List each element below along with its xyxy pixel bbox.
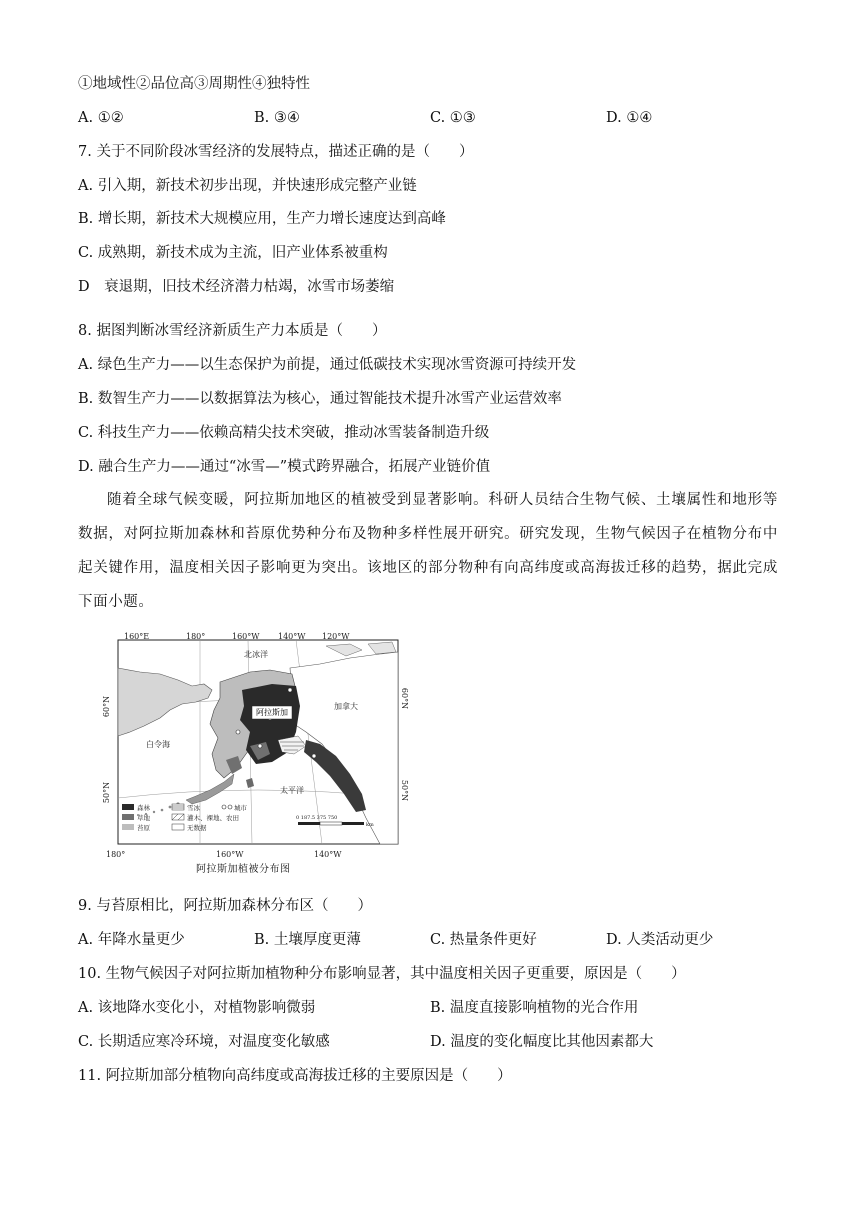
label-arctic-ocean: 北冰洋: [244, 650, 268, 659]
lon-bottom-140w: 140°W: [314, 850, 342, 859]
q9-option-b: B. 土壤厚度更薄: [254, 932, 361, 948]
q6-option-c: C. ①③: [430, 110, 476, 126]
scale-bar-labels: 0 187.5 375 750: [296, 815, 338, 821]
scale-bar-unit: km: [366, 822, 374, 828]
legend-forest: 森林: [137, 804, 150, 812]
lon-top-160e: 160°E: [124, 632, 150, 641]
q7-stem: 7. 关于不同阶段冰雪经济的发展特点，描述正确的是（ ）: [78, 144, 474, 160]
lat-right-60n: 60°N: [400, 687, 410, 710]
lon-bottom-160w: 160°W: [216, 850, 244, 859]
label-pacific-ocean: 太平洋: [280, 786, 304, 795]
q6-items: ①地域性②品位高③周期性④独特性: [78, 76, 310, 92]
q9-option-a: A. 年降水量更少: [78, 932, 185, 948]
q8-stem: 8. 据图判断冰雪经济新质生产力本质是（ ）: [78, 323, 387, 339]
q6-option-a: A. ①②: [78, 110, 124, 126]
q8-option-c: C. 科技生产力——依赖高精尖技术突破，推动冰雪装备制造升级: [78, 425, 490, 441]
lat-left-50n: 50°N: [102, 781, 112, 804]
lat-left-60n: 60°N: [102, 695, 112, 718]
legend-tundra: 苔原: [137, 824, 150, 832]
q10-option-c: C. 长期适应寒冷环境，对温度变化敏感: [78, 1034, 330, 1050]
q7-option-c: C. 成熟期，新技术成为主流，旧产业体系被重构: [78, 245, 388, 261]
q9-option-c: C. 热量条件更好: [430, 932, 537, 948]
label-bering-sea: 白令海: [146, 740, 170, 749]
q10-option-d: D. 温度的变化幅度比其他因素都大: [430, 1034, 654, 1050]
legend-shrub: 灌木、裸地、农田: [187, 814, 239, 822]
lon-top-180: 180°: [186, 632, 206, 641]
label-canada: 加拿大: [334, 702, 358, 711]
q8-option-d: D. 融合生产力——通过“冰雪—”模式跨界融合，拓展产业链价值: [78, 459, 491, 475]
q7-option-b: B. 增长期，新技术大规模应用，生产力增长速度达到高峰: [78, 211, 446, 227]
reading-passage: 随着全球气候变暖，阿拉斯加地区的植被受到显著影响。科研人员结合生物气候、土壤属性和地形等数据，对阿拉斯加森林和苔原优势种分布及物种多样性展开研究。研究发现，生物气候因子在植物分布中起关键作用，温度相关因子影响更为突出。该地区的部分物种有向高纬度或高海拔迁移的趋势，据此完成下面小题。: [78, 492, 778, 610]
legend-glacier: 雪冰: [187, 804, 200, 812]
q9-stem: 9. 与苔原相比，阿拉斯加森林分布区（ ）: [78, 898, 372, 914]
q9-option-d: D. 人类活动更少: [606, 932, 714, 948]
q10-stem: 10. 生物气候因子对阿拉斯加植物种分布影响显著，其中温度相关因子更重要，原因是（ ）: [78, 966, 686, 982]
legend-nodata: 无数据: [187, 824, 207, 832]
lon-top-140w: 140°W: [278, 632, 306, 641]
alaska-vegetation-map: [100, 628, 412, 876]
lon-bottom-180: 180°: [106, 850, 126, 859]
q7-option-d: D 衰退期，旧技术经济潜力枯竭，冰雪市场萎缩: [78, 279, 395, 295]
map-graphic: [100, 628, 412, 876]
q10-option-b: B. 温度直接影响植物的光合作用: [430, 1000, 639, 1016]
q7-option-a: A. 引入期，新技术初步出现，并快速形成完整产业链: [78, 178, 417, 194]
legend-city: 城市: [234, 804, 247, 812]
q6-option-d: D. ①④: [606, 110, 653, 126]
map-caption: 阿拉斯加植被分布图: [196, 864, 291, 875]
q8-option-a: A. 绿色生产力——以生态保护为前提，通过低碳技术实现冰雪资源可持续开发: [78, 357, 577, 373]
lat-right-50n: 50°N: [400, 779, 410, 802]
q6-option-b: B. ③④: [254, 110, 300, 126]
q10-option-a: A. 该地降水变化小，对植物影响微弱: [78, 1000, 316, 1016]
lon-top-120w: 120°W: [322, 632, 350, 641]
q8-option-b: B. 数智生产力——以数据算法为核心，通过智能技术提升冰雪产业运营效率: [78, 391, 562, 407]
lon-top-160w: 160°W: [232, 632, 260, 641]
q11-stem: 11. 阿拉斯加部分植物向高纬度或高海拔迁移的主要原因是（ ）: [78, 1068, 512, 1084]
label-alaska: 阿拉斯加: [256, 708, 288, 717]
legend-grass: 草地: [137, 814, 150, 822]
